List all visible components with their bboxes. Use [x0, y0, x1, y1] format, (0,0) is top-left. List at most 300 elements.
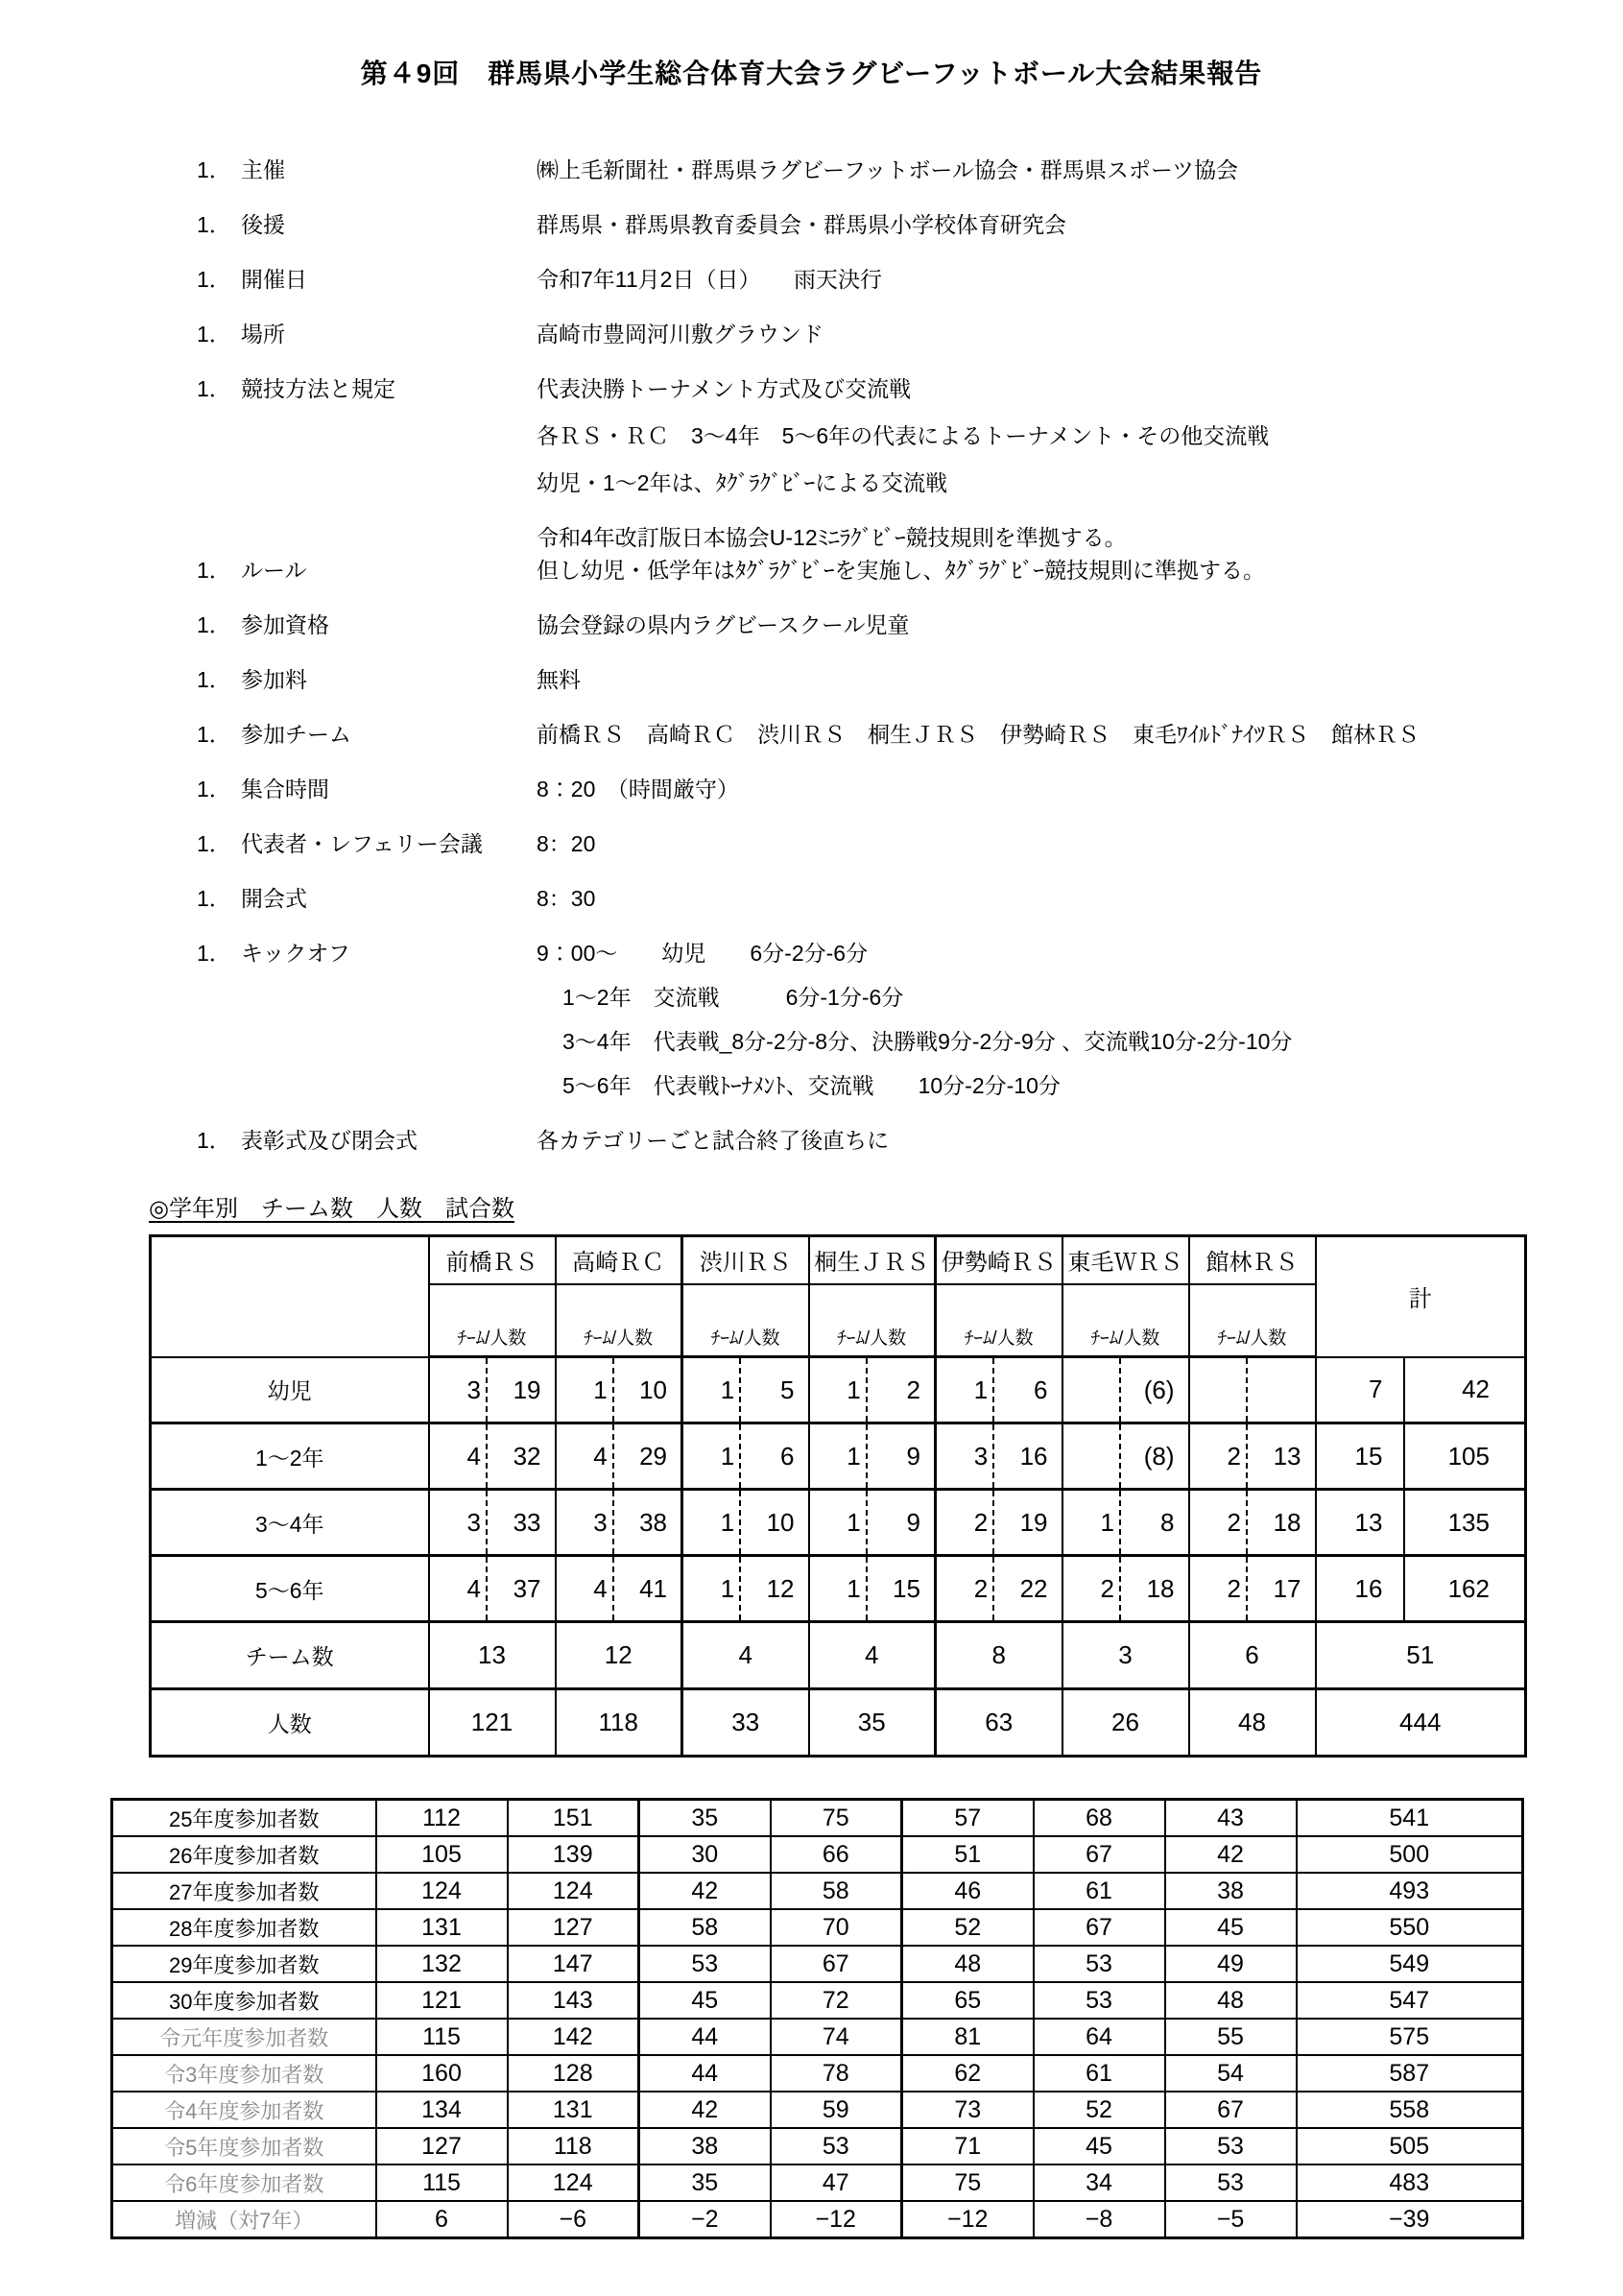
info-item-value-line: 令和7年11月2日（日） 雨天決行	[537, 267, 882, 292]
people-count-value: 37	[513, 1573, 541, 1603]
history-row-label: 27年度参加者数	[112, 1873, 376, 1909]
people-count-value: 6	[1034, 1375, 1048, 1404]
history-value-cell: 54	[1165, 2055, 1297, 2092]
split-cell-inner	[430, 1375, 555, 1405]
cell-divider-line	[1403, 1557, 1405, 1620]
history-total-cell: −39	[1297, 2201, 1523, 2238]
team-count-value: 3	[466, 1507, 481, 1537]
history-value-cell: −5	[1165, 2201, 1297, 2238]
summary-value-cell: 8	[936, 1622, 1062, 1689]
info-item-label: 開催日	[241, 267, 307, 292]
info-item-number: 1．	[197, 941, 231, 966]
info-item-13	[197, 938, 1575, 1102]
history-value-cell: 58	[639, 1909, 771, 1946]
split-cell-inner	[430, 1442, 555, 1471]
split-cell-inner	[557, 1442, 681, 1471]
cell-divider-line	[739, 1557, 741, 1620]
history-total-cell: 587	[1297, 2055, 1523, 2092]
cell-divider-line	[486, 1557, 488, 1620]
grade-total-cell	[1316, 1357, 1526, 1423]
grade-total-cell	[1316, 1490, 1526, 1556]
info-item-values	[537, 319, 1575, 350]
split-cell-inner	[683, 1508, 808, 1538]
history-total-cell: 483	[1297, 2164, 1523, 2201]
cell-divider-line	[866, 1557, 868, 1620]
history-value-cell: 42	[639, 2092, 771, 2128]
grade-team-header: 高崎ＲＣ	[556, 1236, 682, 1284]
info-item-values	[537, 264, 1575, 296]
grade-data-cell	[1062, 1423, 1189, 1490]
history-total-cell: 547	[1297, 1982, 1523, 2019]
history-value-cell: 132	[376, 1946, 508, 1982]
team-count-value: 1	[720, 1507, 735, 1537]
history-value-cell: 44	[639, 2055, 771, 2092]
split-cell-inner	[937, 1375, 1062, 1405]
grade-data-cell	[936, 1423, 1062, 1490]
info-item-value-line: ㈱上毛新聞社・群馬県ラグビーフットボール協会・群馬県スポーツ協会	[537, 157, 1238, 182]
history-value-cell: 55	[1165, 2019, 1297, 2055]
people-count-value: 29	[639, 1441, 667, 1471]
grade-table-head	[151, 1236, 1526, 1357]
history-value-cell: 73	[902, 2092, 1034, 2128]
history-value-cell: 124	[508, 1873, 639, 1909]
history-row	[112, 2164, 1523, 2201]
team-count-value: 13	[1354, 1507, 1383, 1537]
grade-header-row	[151, 1236, 1526, 1284]
info-item-value-line: 幼児・1～2年は、ﾀｸﾞﾗｸﾞﾋﾞｰによる交流戦	[537, 470, 948, 495]
info-item-label: 場所	[241, 322, 285, 347]
info-item-8	[197, 664, 1575, 696]
summary-total-cell: 444	[1316, 1689, 1526, 1757]
grade-row	[151, 1490, 1526, 1556]
grade-team-header: 東毛ＷＲＳ	[1062, 1236, 1189, 1284]
history-value-cell: 42	[1165, 1836, 1297, 1873]
grade-data-cell	[1189, 1423, 1316, 1490]
info-item-number: 1．	[197, 157, 231, 182]
cell-divider-line	[739, 1358, 741, 1422]
split-cell-inner	[430, 1508, 555, 1538]
cell-divider-line	[1119, 1557, 1121, 1620]
grade-team-header: 館林ＲＳ	[1189, 1236, 1316, 1284]
history-value-cell: 51	[902, 1836, 1034, 1873]
grade-table	[149, 1234, 1527, 1758]
summary-value-cell: 6	[1189, 1622, 1316, 1689]
history-value-cell: 34	[1034, 2164, 1165, 2201]
team-count-value: 4	[466, 1441, 481, 1471]
team-count-value: 3	[466, 1375, 481, 1404]
grade-data-cell	[556, 1357, 682, 1423]
people-count-value: 9	[906, 1441, 920, 1471]
history-value-cell: 105	[376, 1836, 508, 1873]
info-item-values	[537, 209, 1575, 241]
grade-total-cell	[1316, 1556, 1526, 1622]
grade-total-header: 計	[1316, 1236, 1526, 1357]
split-cell-inner	[1190, 1508, 1315, 1538]
team-count-value: 4	[593, 1573, 608, 1603]
grade-subheader-cell: ﾁｰﾑ/人数	[1189, 1284, 1316, 1357]
history-value-cell: 67	[1165, 2092, 1297, 2128]
split-cell-inner	[937, 1442, 1062, 1471]
history-value-cell: 53	[639, 1946, 771, 1982]
history-value-cell: −2	[639, 2201, 771, 2238]
team-count-value: 2	[1227, 1573, 1241, 1603]
history-value-cell: 75	[902, 2164, 1034, 2201]
info-item-number: 1．	[197, 777, 231, 801]
cell-divider-line	[486, 1424, 488, 1488]
history-row-label: 増減（対7年）	[112, 2201, 376, 2238]
info-item-3	[197, 264, 1575, 296]
history-value-cell: 61	[1034, 2055, 1165, 2092]
history-row-label: 29年度参加者数	[112, 1946, 376, 1982]
info-item-label: 集合時間	[241, 777, 329, 801]
info-item-label: キックオフ	[241, 941, 350, 966]
split-cell-inner	[810, 1574, 935, 1604]
people-count-value: 17	[1273, 1573, 1301, 1603]
grade-data-cell	[429, 1423, 556, 1490]
team-count-value: 2	[973, 1507, 989, 1537]
info-item-label: 参加チーム	[241, 722, 351, 747]
history-value-cell: 67	[1034, 1836, 1165, 1873]
history-value-cell: 127	[508, 1909, 639, 1946]
people-count-value: 22	[1019, 1573, 1048, 1603]
cell-divider-line	[992, 1424, 994, 1488]
history-value-cell: 115	[376, 2019, 508, 2055]
history-row	[112, 1800, 1523, 1837]
history-value-cell: 61	[1034, 1873, 1165, 1909]
history-row-label: 令6年度参加者数	[112, 2164, 376, 2201]
team-count-value: 1	[1100, 1507, 1114, 1537]
summary-value-cell: 35	[809, 1689, 936, 1757]
info-item-number: 1．	[197, 722, 231, 747]
cell-divider-line	[486, 1491, 488, 1554]
history-row-label: 28年度参加者数	[112, 1909, 376, 1946]
grade-subheader-cell: ﾁｰﾑ/人数	[1062, 1284, 1189, 1357]
info-item-value-line: 9：00～ 幼児 6分-2分-6分	[537, 941, 869, 966]
people-count-value: 12	[766, 1573, 795, 1603]
grade-team-header: 渋川ＲＳ	[682, 1236, 809, 1284]
grade-row	[151, 1357, 1526, 1423]
info-item-value-line: 各カテゴリーごと試合終了後直ちに	[537, 1128, 890, 1153]
grade-row-label: 3～4年	[151, 1490, 429, 1556]
grade-data-cell	[429, 1490, 556, 1556]
history-row-label: 令3年度参加者数	[112, 2055, 376, 2092]
cell-divider-line	[739, 1491, 741, 1554]
people-count-value: 5	[780, 1375, 795, 1404]
history-total-cell: 558	[1297, 2092, 1523, 2128]
info-item-values	[537, 828, 1575, 860]
grade-row-label: 1～2年	[151, 1423, 429, 1490]
grade-table-caption: ◎学年別 チーム数 人数 試合数	[149, 1196, 514, 1222]
info-item-label: 参加料	[241, 667, 307, 692]
grade-data-cell	[809, 1490, 936, 1556]
split-cell-inner	[430, 1574, 555, 1604]
summary-value-cell: 13	[429, 1622, 556, 1689]
info-item-4	[197, 319, 1575, 350]
history-row	[112, 2128, 1523, 2164]
split-cell-inner	[1317, 1375, 1525, 1404]
info-item-value-line: 但し幼児・低学年はﾀｸﾞﾗｸﾞﾋﾞｰを実施し、ﾀｸﾞﾗｸﾞﾋﾞｰ競技規則に準拠する。	[537, 558, 1265, 583]
info-item-values	[537, 719, 1575, 751]
cell-divider-line	[486, 1358, 488, 1422]
summary-value-cell: 26	[1062, 1689, 1189, 1757]
history-value-cell: 45	[639, 1982, 771, 2019]
history-value-cell: 6	[376, 2201, 508, 2238]
info-item-number: 1．	[197, 267, 231, 292]
history-value-cell: 30	[639, 1836, 771, 1873]
team-count-value: 1	[973, 1375, 989, 1404]
history-value-cell: 53	[771, 2128, 902, 2164]
history-total-cell: 575	[1297, 2019, 1523, 2055]
history-value-cell: 46	[902, 1873, 1034, 1909]
history-value-cell: 124	[508, 2164, 639, 2201]
summary-row-label: 人数	[151, 1689, 429, 1757]
split-cell-inner	[1317, 1574, 1525, 1604]
team-count-value: 16	[1354, 1573, 1383, 1603]
people-count-value: 13	[1273, 1441, 1301, 1471]
history-value-cell: 121	[376, 1982, 508, 2019]
history-value-cell: 131	[376, 1909, 508, 1946]
team-count-value: 1	[847, 1507, 861, 1537]
info-item-label: 後援	[241, 212, 285, 237]
split-cell-inner	[1063, 1442, 1188, 1471]
team-count-value: 1	[847, 1573, 861, 1603]
history-value-cell: −12	[902, 2201, 1034, 2238]
grade-total-cell	[1316, 1423, 1526, 1490]
info-item-label: ルール	[241, 558, 307, 583]
info-item-number: 1．	[197, 322, 231, 347]
history-value-cell: 143	[508, 1982, 639, 2019]
history-value-cell: 42	[639, 1873, 771, 1909]
cell-divider-line	[1403, 1491, 1405, 1554]
summary-value-cell: 63	[936, 1689, 1062, 1757]
split-cell-inner	[1317, 1508, 1525, 1538]
team-count-value: 4	[593, 1441, 608, 1471]
grade-data-cell	[936, 1357, 1062, 1423]
cell-divider-line	[1246, 1358, 1248, 1422]
info-item-number: 1．	[197, 212, 231, 237]
history-row-label: 30年度参加者数	[112, 1982, 376, 2019]
split-cell-inner	[1190, 1442, 1315, 1471]
info-item-value-line: 8：20 （時間厳守）	[537, 777, 739, 801]
history-value-cell: 44	[639, 2019, 771, 2055]
cell-divider-line	[866, 1358, 868, 1422]
history-value-cell: 53	[1165, 2128, 1297, 2164]
split-cell-inner	[557, 1375, 681, 1405]
history-value-cell: 62	[902, 2055, 1034, 2092]
cell-divider-line	[992, 1557, 994, 1620]
info-item-value-line: 代表決勝トーナメント方式及び交流戦	[537, 376, 912, 401]
info-item-12	[197, 883, 1575, 915]
summary-value-cell: 4	[682, 1622, 809, 1689]
info-item-value-line: 協会登録の県内ラグビースクール児童	[537, 612, 910, 637]
history-value-cell: 78	[771, 2055, 902, 2092]
info-item-label: 参加資格	[241, 612, 329, 637]
history-row-label: 令元年度参加者数	[112, 2019, 376, 2055]
info-item-values	[537, 1125, 1575, 1157]
info-item-label: 開会式	[241, 886, 307, 911]
grade-team-header: 前橋ＲＳ	[429, 1236, 556, 1284]
cell-divider-line	[1119, 1424, 1121, 1488]
cell-divider-line	[1246, 1557, 1248, 1620]
info-item-number: 1．	[197, 667, 231, 692]
history-value-cell: 43	[1165, 1800, 1297, 1837]
history-total-cell: 541	[1297, 1800, 1523, 1837]
info-item-value-line: 5～6年 代表戦ﾄｰﾅﾒﾝﾄ、交流戦 10分-2分-10分	[562, 1073, 1061, 1098]
history-row	[112, 2201, 1523, 2238]
history-value-cell: 147	[508, 1946, 639, 1982]
info-item-label: 競技方法と規定	[241, 376, 395, 401]
history-row	[112, 1982, 1523, 2019]
history-row-label: 令4年度参加者数	[112, 2092, 376, 2128]
history-value-cell: 52	[902, 1909, 1034, 1946]
grade-data-cell	[1062, 1556, 1189, 1622]
history-value-cell: 53	[1034, 1946, 1165, 1982]
history-value-cell: −12	[771, 2201, 902, 2238]
history-value-cell: 151	[508, 1800, 639, 1837]
history-row-label: 令5年度参加者数	[112, 2128, 376, 2164]
team-count-value: 1	[720, 1375, 735, 1404]
team-count-value: 1	[720, 1573, 735, 1603]
history-row	[112, 1873, 1523, 1909]
people-count-value: (6)	[1143, 1375, 1175, 1404]
history-total-cell: 505	[1297, 2128, 1523, 2164]
summary-value-cell: 3	[1062, 1622, 1189, 1689]
history-value-cell: 127	[376, 2128, 508, 2164]
cell-divider-line	[612, 1358, 614, 1422]
cell-divider-line	[612, 1424, 614, 1488]
history-value-cell: 74	[771, 2019, 902, 2055]
grade-data-cell	[1189, 1357, 1316, 1423]
info-item-number: 1．	[197, 1128, 231, 1153]
history-table	[110, 1798, 1524, 2239]
info-item-label: 表彰式及び閉会式	[241, 1128, 418, 1153]
info-item-values	[537, 373, 1575, 499]
info-item-value-line: 1～2年 交流戦 6分-1分-6分	[562, 985, 904, 1010]
people-count-value: 38	[639, 1507, 667, 1537]
history-value-cell: 67	[1034, 1909, 1165, 1946]
history-value-cell: 48	[902, 1946, 1034, 1982]
info-item-number: 1．	[197, 886, 231, 911]
info-item-11	[197, 828, 1575, 860]
team-count-value: 3	[593, 1507, 608, 1537]
history-value-cell: 65	[902, 1982, 1034, 2019]
history-value-cell: 112	[376, 1800, 508, 1837]
grade-team-header: 桐生ＪＲＳ	[809, 1236, 936, 1284]
history-table-body	[112, 1800, 1523, 2238]
history-value-cell: 70	[771, 1909, 902, 1946]
cell-divider-line	[612, 1557, 614, 1620]
grade-data-cell	[1062, 1357, 1189, 1423]
history-total-cell: 549	[1297, 1946, 1523, 1982]
info-item-number: 1．	[197, 831, 231, 856]
grade-data-cell	[682, 1357, 809, 1423]
info-item-value-line: 無料	[537, 667, 581, 692]
grade-summary-row	[151, 1689, 1526, 1757]
info-item-number: 1．	[197, 376, 231, 401]
split-cell-inner	[937, 1574, 1062, 1604]
grade-data-cell	[936, 1556, 1062, 1622]
grade-subheader-cell: ﾁｰﾑ/人数	[809, 1284, 936, 1357]
split-cell-inner	[937, 1508, 1062, 1538]
grade-data-cell	[556, 1556, 682, 1622]
history-value-cell: 48	[1165, 1982, 1297, 2019]
team-count-value: 1	[847, 1441, 861, 1471]
people-count-value: 162	[1447, 1573, 1490, 1603]
history-value-cell: 68	[1034, 1800, 1165, 1837]
history-value-cell: 49	[1165, 1946, 1297, 1982]
people-count-value: 105	[1447, 1441, 1490, 1471]
history-value-cell: 66	[771, 1836, 902, 1873]
people-count-value: 6	[780, 1441, 795, 1471]
people-count-value: 42	[1462, 1375, 1490, 1404]
team-count-value: 1	[720, 1441, 735, 1471]
history-value-cell: 160	[376, 2055, 508, 2092]
cell-divider-line	[739, 1424, 741, 1488]
cell-divider-line	[992, 1358, 994, 1422]
grade-subheader-cell: ﾁｰﾑ/人数	[556, 1284, 682, 1357]
history-value-cell: 142	[508, 2019, 639, 2055]
people-count-value: 8	[1160, 1507, 1175, 1537]
people-count-value: 9	[906, 1507, 920, 1537]
info-item-6	[197, 522, 1575, 586]
history-row	[112, 2092, 1523, 2128]
grade-data-cell	[682, 1556, 809, 1622]
split-cell-inner	[557, 1574, 681, 1604]
grade-data-cell	[429, 1556, 556, 1622]
summary-value-cell: 48	[1189, 1689, 1316, 1757]
grade-row-label: 幼児	[151, 1357, 429, 1423]
split-cell-inner	[1063, 1574, 1188, 1604]
history-row	[112, 1836, 1523, 1873]
grade-data-cell	[809, 1423, 936, 1490]
info-item-2	[197, 209, 1575, 241]
info-item-7	[197, 610, 1575, 641]
grade-team-header: 伊勢崎ＲＳ	[936, 1236, 1062, 1284]
summary-row-label: チーム数	[151, 1622, 429, 1689]
split-cell-inner	[557, 1508, 681, 1538]
info-item-values	[537, 155, 1575, 186]
history-value-cell: 72	[771, 1982, 902, 2019]
history-value-cell: 75	[771, 1800, 902, 1837]
people-count-value: 33	[513, 1507, 541, 1537]
people-count-value: 135	[1447, 1507, 1490, 1537]
grade-data-cell	[1189, 1490, 1316, 1556]
grade-data-cell	[682, 1423, 809, 1490]
grade-row	[151, 1556, 1526, 1622]
history-row	[112, 1909, 1523, 1946]
info-item-value-line: 前橋ＲＳ 高崎ＲＣ 渋川ＲＳ 桐生ＪＲＳ 伊勢崎ＲＳ 東毛ﾜｲﾙﾄﾞﾅｲﾂＲＳ 館林ＲＳ	[537, 722, 1420, 747]
summary-value-cell: 121	[429, 1689, 556, 1757]
summary-value-cell: 118	[556, 1689, 682, 1757]
history-value-cell: 38	[1165, 1873, 1297, 1909]
people-count-value: 18	[1146, 1573, 1175, 1603]
info-item-values	[537, 610, 1575, 641]
grade-summary-row	[151, 1622, 1526, 1689]
history-row-label: 25年度参加者数	[112, 1800, 376, 1837]
info-item-values	[537, 522, 1575, 586]
history-value-cell: 67	[771, 1946, 902, 1982]
info-item-values	[537, 664, 1575, 696]
team-count-value: 2	[1227, 1441, 1241, 1471]
grade-data-cell	[809, 1556, 936, 1622]
page-title: 第４9回 群馬県小学生総合体育大会ラグビーフットボール大会結果報告	[360, 59, 1263, 88]
people-count-value: 10	[766, 1507, 795, 1537]
people-count-value: 19	[1019, 1507, 1048, 1537]
grade-data-cell	[936, 1490, 1062, 1556]
grade-data-cell	[556, 1490, 682, 1556]
info-item-label: 主催	[241, 157, 285, 182]
history-value-cell: 131	[508, 2092, 639, 2128]
